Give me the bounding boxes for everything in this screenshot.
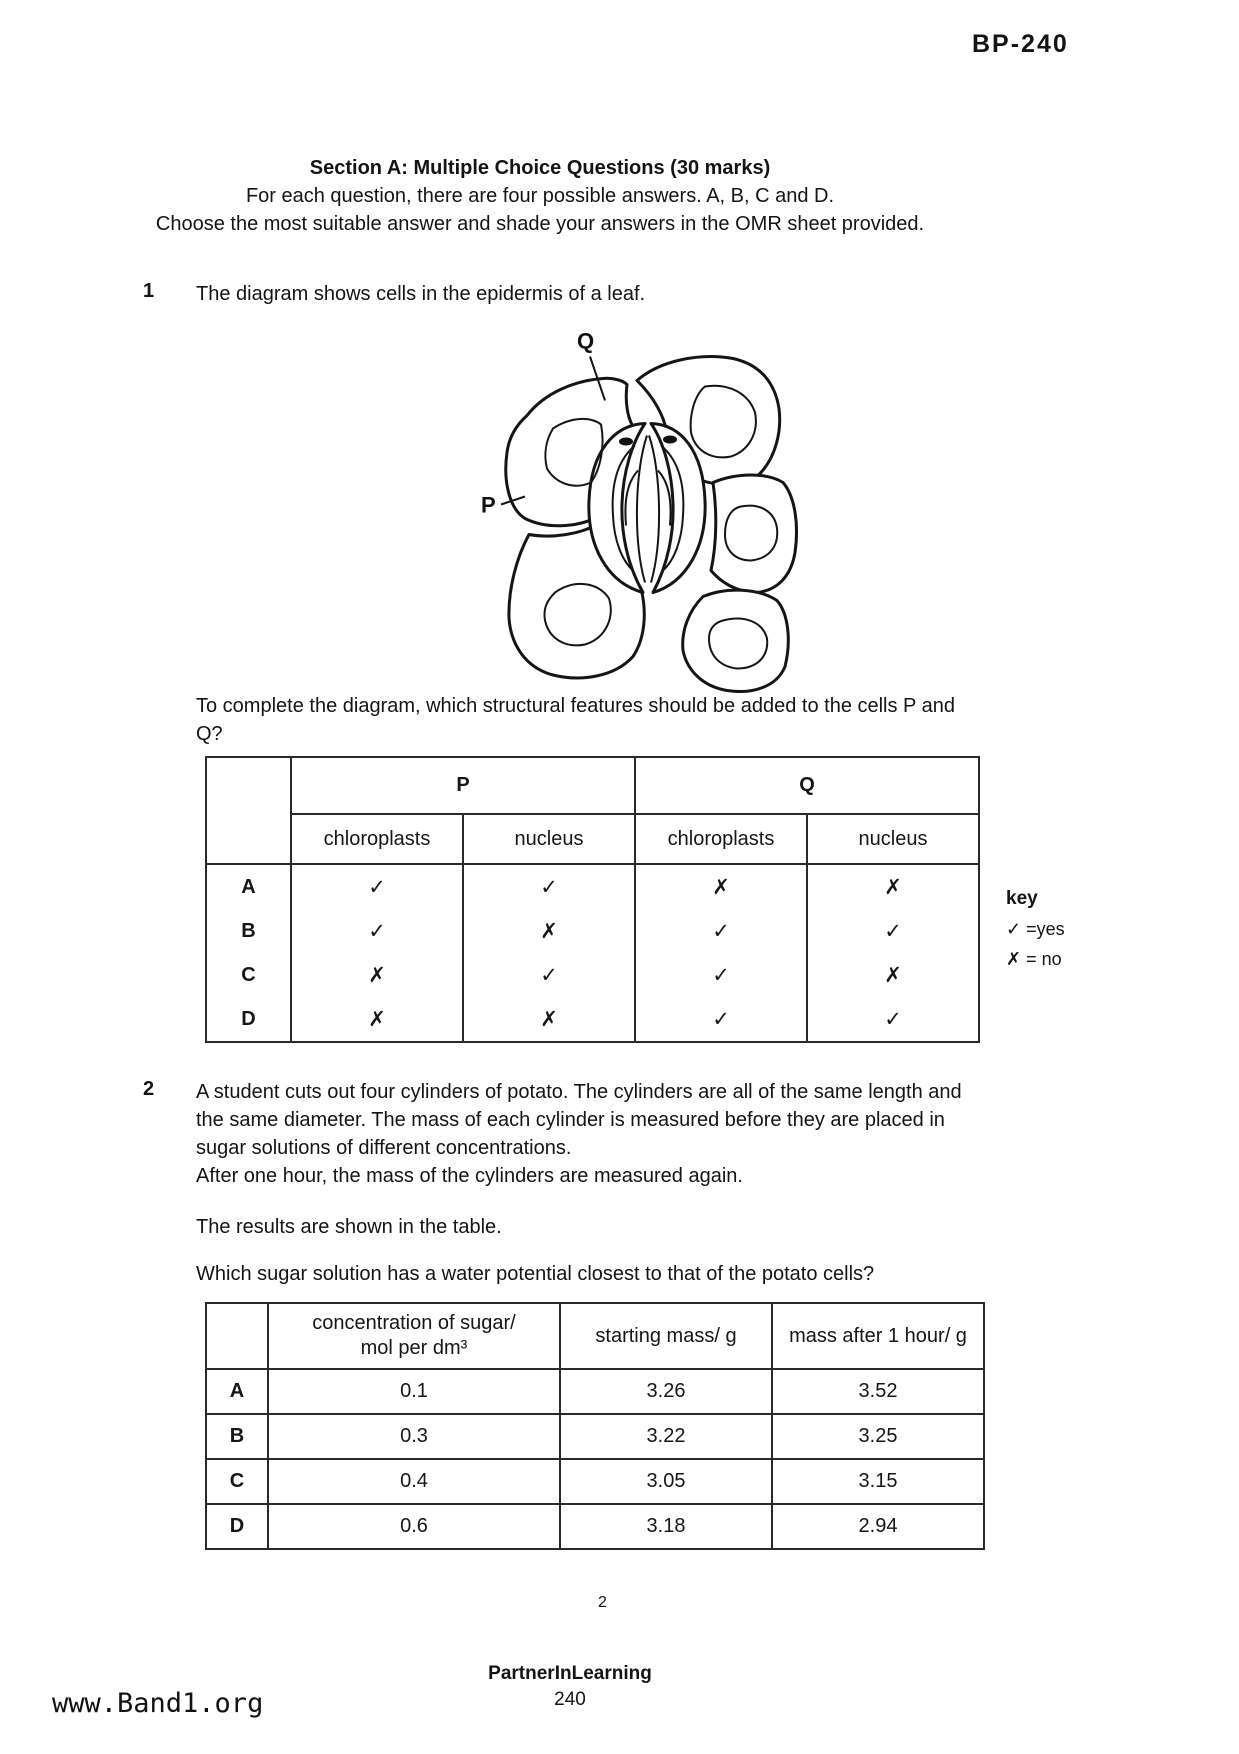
- header-line: mol per dm³: [360, 1337, 468, 1359]
- table-cell: ✓: [463, 864, 635, 909]
- option-label: A: [206, 1369, 268, 1414]
- table-key: [1006, 884, 1065, 974]
- table-cell: ✓: [291, 864, 463, 909]
- option-label: C: [206, 1459, 268, 1504]
- table-cell: ✗: [807, 953, 979, 997]
- footer-brand: PartnerInLearning: [488, 1663, 652, 1684]
- table-cell: ✓: [635, 997, 807, 1042]
- q2-results-table: [205, 1302, 985, 1550]
- table-cell: 3.05: [560, 1459, 772, 1504]
- column-header-starting-mass: starting mass/ g: [560, 1303, 772, 1369]
- table-cell: 0.1: [268, 1369, 560, 1414]
- table-cell: ✓: [807, 997, 979, 1042]
- table-cell: ✗: [463, 997, 635, 1042]
- table-row: [206, 953, 979, 997]
- table-cell: ✓: [635, 909, 807, 953]
- table-cell: 0.4: [268, 1459, 560, 1504]
- q2-line: A student cuts out four cylinders of potato. The cylinders are all of the same length and: [196, 1081, 962, 1103]
- footer-page-number: 240: [554, 1689, 586, 1710]
- column-header: chloroplasts: [635, 814, 807, 864]
- guard-cell-dot: [619, 438, 633, 446]
- table-cell: ✗: [635, 864, 807, 909]
- option-label: D: [206, 997, 291, 1042]
- table-row: [206, 1414, 984, 1459]
- q2-line: sugar solutions of different concentrations.: [196, 1137, 572, 1159]
- question-2-number: 2: [143, 1078, 155, 1100]
- table-cell: 3.52: [772, 1369, 984, 1414]
- group-header-q: Q: [635, 757, 979, 814]
- corner-cell: [206, 757, 291, 814]
- column-header: chloroplasts: [291, 814, 463, 864]
- question-2-prompt: Which sugar solution has a water potential closest to that of the potato cells?: [196, 1263, 875, 1285]
- guard-cell-dot: [663, 436, 677, 444]
- column-header-concentration: [268, 1303, 560, 1369]
- column-header-mass-after: mass after 1 hour/ g: [772, 1303, 984, 1369]
- key-yes-entry: ✓ =yes: [1006, 919, 1065, 939]
- question-1-text: The diagram shows cells in the epidermis of a leaf.: [196, 283, 646, 305]
- table-cell: ✓: [291, 909, 463, 953]
- section-instruction-2: Choose the most suitable answer and shade your answers in the OMR sheet provided.: [155, 213, 925, 235]
- column-header: nucleus: [807, 814, 979, 864]
- table-row: [206, 1504, 984, 1549]
- section-instruction-1: For each question, there are four possible answers. A, B, C and D.: [245, 185, 835, 207]
- header-line: concentration of sugar/: [312, 1312, 516, 1334]
- option-label: D: [206, 1504, 268, 1549]
- table-row: [206, 1459, 984, 1504]
- table-cell: ✗: [291, 997, 463, 1042]
- table-cell: 3.15: [772, 1459, 984, 1504]
- q1-options-table: [205, 756, 980, 1043]
- table-row: [206, 1369, 984, 1414]
- table-cell: ✗: [291, 953, 463, 997]
- option-label: B: [206, 909, 291, 953]
- page-number: 2: [598, 1594, 607, 1611]
- table-cell: 3.25: [772, 1414, 984, 1459]
- option-label: B: [206, 1414, 268, 1459]
- document-code: BP-240: [972, 30, 1069, 58]
- leaf-epidermis-diagram: [475, 318, 805, 693]
- table-row: [206, 909, 979, 953]
- table-cell: ✓: [635, 953, 807, 997]
- diagram-label-q: Q: [577, 328, 595, 354]
- question-1-prompt: [196, 692, 1016, 748]
- section-title: Section A: Multiple Choice Questions (30 marks): [309, 157, 771, 179]
- table-cell: 3.26: [560, 1369, 772, 1414]
- table-cell: 0.6: [268, 1504, 560, 1549]
- watermark-url: www.Band1.org: [52, 1688, 264, 1719]
- question-1-number: 1: [143, 280, 155, 302]
- key-no-entry: ✗ = no: [1006, 949, 1062, 969]
- group-header-p: P: [291, 757, 635, 814]
- q2-line: the same diameter. The mass of each cylinder is measured before they are placed in: [196, 1109, 945, 1131]
- table-cell: ✗: [463, 909, 635, 953]
- option-label: C: [206, 953, 291, 997]
- prompt-line-2: Q?: [196, 723, 223, 745]
- results-note: The results are shown in the table.: [196, 1216, 502, 1238]
- q2-line: After one hour, the mass of the cylinders are measured again.: [196, 1165, 743, 1187]
- column-header: nucleus: [463, 814, 635, 864]
- key-title: key: [1006, 888, 1038, 909]
- section-heading: [140, 154, 940, 238]
- table-cell: ✗: [807, 864, 979, 909]
- table-cell: 0.3: [268, 1414, 560, 1459]
- option-label: A: [206, 864, 291, 909]
- prompt-line-1: To complete the diagram, which structural features should be added to the cells P and: [196, 695, 955, 717]
- table-row: [206, 997, 979, 1042]
- table-row: [206, 864, 979, 909]
- corner-cell: [206, 1303, 268, 1369]
- table-cell: ✓: [463, 953, 635, 997]
- table-cell: 2.94: [772, 1504, 984, 1549]
- question-2-text: [196, 1078, 962, 1190]
- table-cell: ✓: [807, 909, 979, 953]
- table-cell: 3.22: [560, 1414, 772, 1459]
- diagram-label-p: P: [481, 492, 496, 518]
- corner-cell: [206, 814, 291, 864]
- table-cell: 3.18: [560, 1504, 772, 1549]
